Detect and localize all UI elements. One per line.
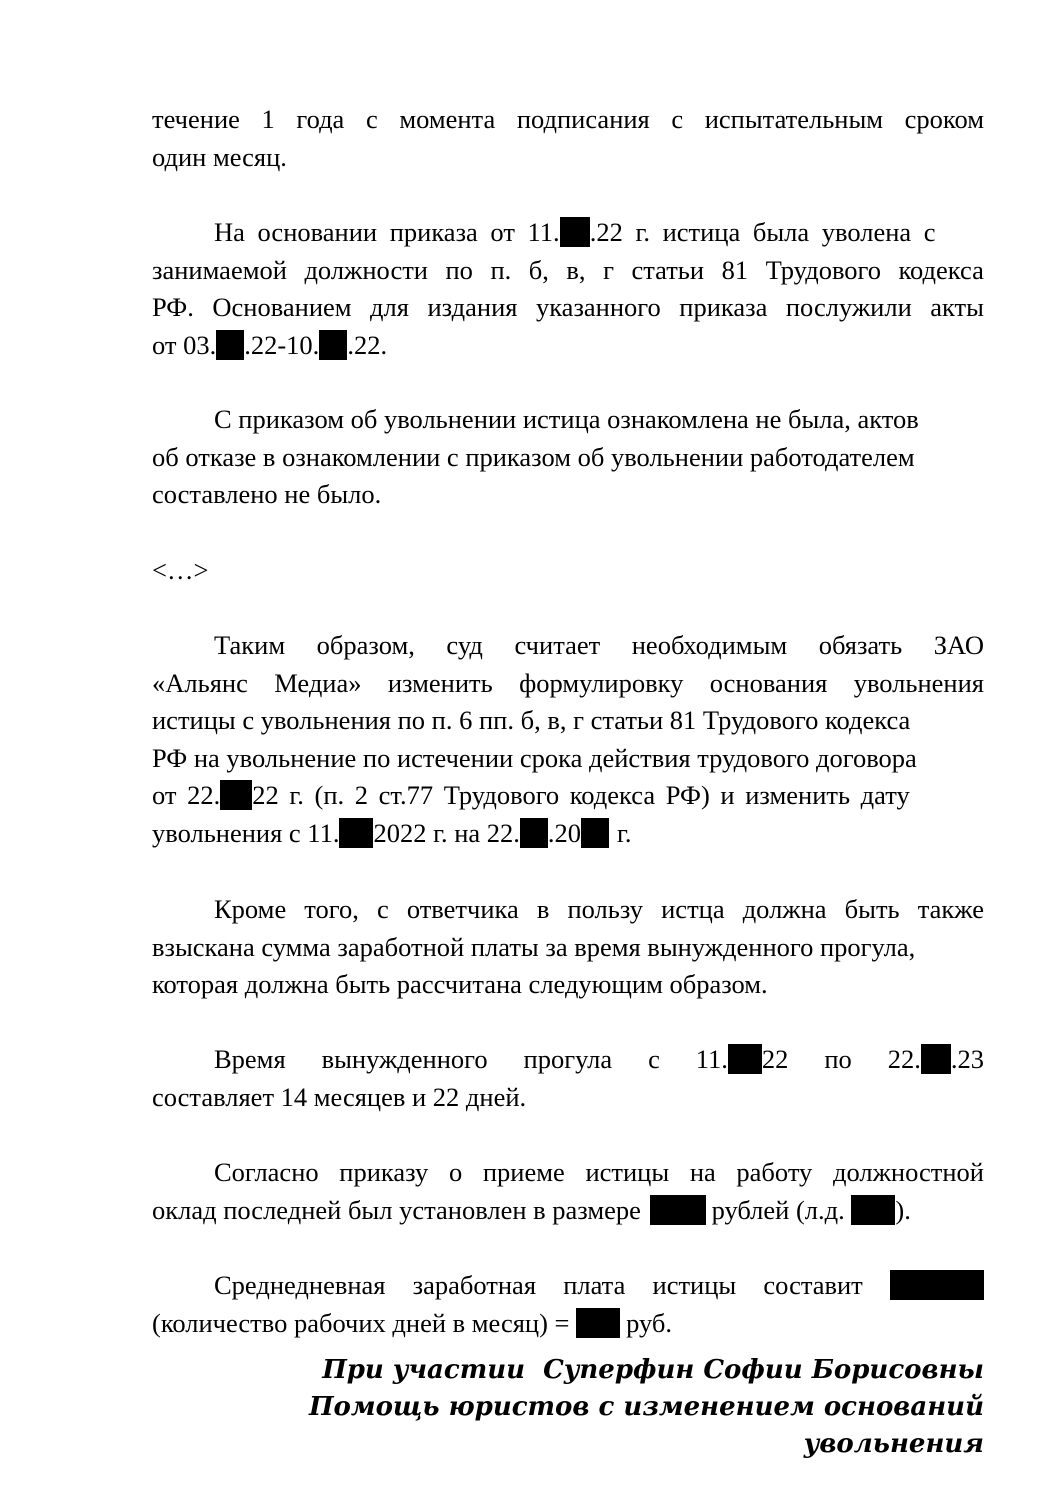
redaction-block (851, 1195, 895, 1225)
text-line: составлено не было. (152, 479, 382, 509)
text-line (152, 101, 984, 139)
word: послужили (785, 292, 912, 322)
paragraph-dismissal-order (152, 214, 984, 364)
text-fragment: 2022 г. на 22. (373, 817, 520, 848)
redaction-block (728, 1044, 762, 1074)
word: составит (763, 1270, 863, 1300)
word: увольнения (853, 667, 984, 698)
word: формулировку (519, 667, 684, 698)
text-fragment: рублей (л.д. (711, 1194, 845, 1225)
footer-attribution (309, 1352, 984, 1463)
text-fragment: руб. (626, 1307, 673, 1338)
redaction-block (650, 1195, 706, 1225)
redaction-block (576, 1308, 620, 1338)
text-fragment: .20 (547, 817, 582, 848)
word: обязать (818, 630, 903, 660)
text-fragment: 11. (695, 1044, 728, 1074)
word: занимаемой (152, 254, 287, 285)
word: Таким (214, 630, 286, 660)
word: должна (742, 894, 827, 924)
word: Среднедневная (214, 1270, 386, 1300)
word: испытательным (704, 104, 884, 134)
redaction-block (216, 330, 244, 360)
date-fragment (696, 1041, 789, 1079)
redaction-block (220, 780, 252, 810)
text-fragment: .22 г. истица была уволена с (589, 217, 936, 247)
word: основания (709, 667, 828, 698)
word: с (671, 104, 684, 134)
word: о (448, 1157, 463, 1187)
word: вынужденного (321, 1044, 488, 1074)
paragraph-absence-period (152, 1041, 984, 1116)
text-line: об отказе в ознакомлении с приказом об увольнении работодателем (152, 441, 915, 472)
word: изменить (387, 667, 493, 698)
text-line: один месяц. (152, 141, 287, 172)
text-fragment: оклад последней был установлен в размере (152, 1194, 641, 1225)
word: с (376, 894, 389, 924)
word: по (824, 1044, 852, 1074)
redaction-block (319, 330, 347, 360)
text-line (152, 777, 984, 815)
text-fragment: (количество рабочих дней в месяц) = (152, 1307, 570, 1338)
text-fragment: На основании приказа от 11. (214, 217, 560, 247)
word: Медиа» (274, 667, 362, 698)
word: акты (930, 292, 984, 322)
word: Согласно (214, 1157, 319, 1187)
word: на (689, 1157, 716, 1187)
word: Кроме (214, 894, 287, 924)
word: п. (490, 254, 512, 285)
word: РФ. (152, 292, 194, 322)
word: 1 (261, 104, 275, 134)
text-line: РФ на увольнение по истечении срока действия трудового договора (152, 742, 917, 773)
footer-line-participation: При участии Суперфин Софии Борисовны (322, 1355, 984, 1385)
word: Время (214, 1044, 286, 1074)
footer-line-dismissal: увольнения (803, 1429, 984, 1459)
word: истицы (585, 1157, 670, 1187)
text-fragment: 22. (887, 1044, 921, 1074)
text-fragment: .22. (347, 329, 388, 360)
text-fragment: 22 г. (п. 2 ст.77 Трудового кодекса РФ) и изменить дату (252, 780, 910, 810)
word: пользу (567, 894, 644, 924)
word: истицы (652, 1270, 737, 1300)
word: необходимым (631, 630, 788, 660)
text-line (152, 627, 984, 665)
paragraph-salary (152, 1154, 984, 1229)
text-line: <…> (152, 555, 209, 585)
word: ЗАО (933, 630, 984, 660)
word: приеме (482, 1157, 565, 1187)
date-fragment (888, 1041, 984, 1079)
word: сроком (904, 104, 984, 134)
word: должностной (832, 1157, 984, 1187)
word: статьи (631, 254, 705, 285)
paragraph-wage-recovery (152, 891, 984, 1004)
word: течение (152, 104, 240, 134)
word: 81 (721, 254, 749, 285)
word: года (296, 104, 345, 134)
text-fragment: ). (895, 1194, 911, 1225)
word: Основанием (212, 292, 352, 322)
paragraph-court-decision (152, 627, 984, 852)
text-line (152, 252, 984, 290)
text-line (152, 1192, 984, 1230)
word: также (917, 894, 984, 924)
redaction-block (339, 818, 373, 848)
word: работу (736, 1157, 813, 1187)
text-fragment: .22-10. (244, 329, 320, 360)
word: приказа (679, 292, 768, 322)
text-line (152, 214, 984, 252)
text-line (152, 815, 984, 853)
word: подписания (516, 104, 650, 134)
word: в, (566, 254, 586, 285)
text-fragment: увольнения с 11. (152, 817, 340, 848)
text-fragment: от 22. (152, 780, 221, 810)
text-line (152, 1154, 984, 1192)
word: в (536, 894, 550, 924)
word: считает (514, 630, 601, 660)
text-fragment: 22 (761, 1044, 789, 1074)
word: суд (446, 630, 483, 660)
text-fragment: .23 (950, 1044, 984, 1074)
redaction-wrapper (890, 1267, 984, 1305)
text-line: истицы с увольнения по п. 6 пп. б, в, г статьи 81 Трудового кодекса (152, 705, 911, 735)
word: плата (563, 1270, 626, 1300)
text-line (152, 1267, 984, 1305)
paragraph-probation (152, 101, 984, 176)
word: с (365, 104, 378, 134)
word: для (370, 292, 409, 322)
omission-marker (152, 552, 984, 590)
text-line: взыскана сумма заработной платы за время вынужденного прогула, (152, 931, 916, 962)
word: кодекса (898, 254, 984, 285)
word: должности (304, 254, 428, 285)
word: заработная (412, 1270, 537, 1300)
word: по (445, 254, 473, 285)
word: того, (304, 894, 359, 924)
word: момента (399, 104, 496, 134)
word: указанного (535, 292, 661, 322)
redaction-block (890, 1270, 984, 1300)
text-line (152, 327, 984, 365)
paragraph-daily-wage (152, 1267, 984, 1342)
word: быть (844, 894, 900, 924)
word: «Альянс (152, 667, 248, 698)
redaction-block (560, 217, 590, 247)
footer-line-service: Помощь юристов с изменением оснований (308, 1392, 984, 1422)
word: истца (661, 894, 725, 924)
word: издания (427, 292, 518, 322)
text-line (152, 891, 984, 929)
text-line (152, 289, 984, 327)
word: ответчика (406, 894, 519, 924)
word: приказу (339, 1157, 429, 1187)
text-line: составляет 14 месяцев и 22 дней. (152, 1081, 527, 1112)
text-line (152, 665, 984, 703)
text-line: С приказом об увольнении истица ознакомлена не была, актов (214, 404, 919, 434)
word: Трудового (765, 254, 882, 285)
word: прогула (523, 1044, 613, 1074)
redaction-block (581, 818, 609, 848)
word: образом, (316, 630, 415, 660)
word: б, (528, 254, 549, 285)
paragraph-not-acquainted (152, 401, 984, 514)
text-line (152, 1305, 984, 1343)
redaction-block (520, 818, 548, 848)
word: г (603, 254, 614, 285)
text-line: которая должна быть рассчитана следующим образом. (152, 969, 768, 999)
word: с (648, 1044, 660, 1074)
text-fragment: от 03. (152, 329, 217, 360)
redaction-block (921, 1044, 951, 1074)
text-fragment: г. (617, 817, 632, 848)
text-line (152, 1041, 984, 1079)
